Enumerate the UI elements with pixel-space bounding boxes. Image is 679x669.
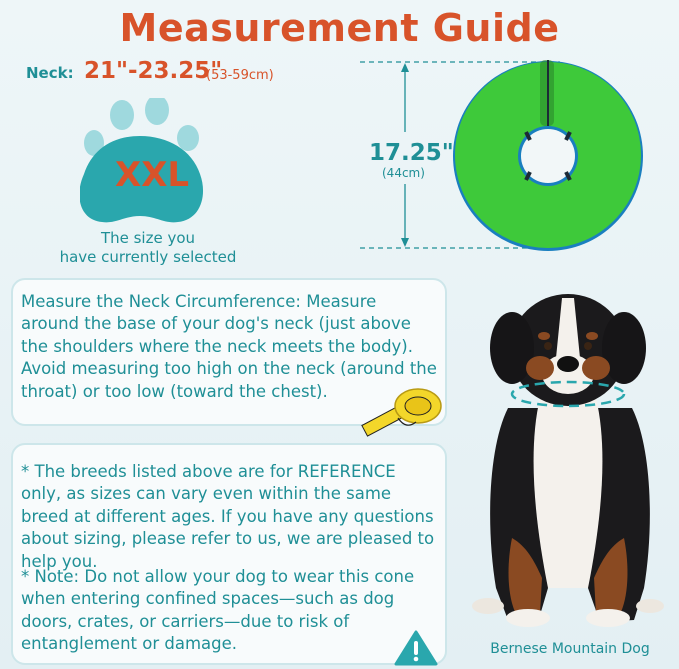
cone-collar-image bbox=[453, 60, 643, 251]
neck-value: 21"-23.25" bbox=[84, 58, 223, 84]
measure-instructions-text: Measure the Neck Circumference: Measure around the base of your dog's neck (just above the shoulders where the neck meets the body). Avoid measuring too high on the neck (around the throat) or too low (toward the chest). bbox=[21, 292, 437, 401]
reference-note: * The breeds listed above are for REFERENCE only, as sizes can vary even within the same breed at different ages. If you have any questions about sizing, please refer to us, we are pleased to help you. bbox=[21, 462, 435, 571]
cone-diameter-value: 17.25" bbox=[369, 140, 454, 166]
neck-label: Neck: bbox=[26, 64, 74, 82]
page-title: Measurement Guide bbox=[119, 6, 560, 50]
dog-breed-caption: Bernese Mountain Dog bbox=[490, 641, 650, 657]
safety-note: * Note: Do not allow your dog to wear this cone when entering confined spaces—such as dog doors, crates, or carriers—due to risk of entanglement or damage. bbox=[21, 567, 415, 654]
selected-size-caption-line2: have currently selected bbox=[59, 248, 237, 266]
neck-metric: (53-59cm) bbox=[206, 68, 274, 83]
measuring-tape-icon bbox=[356, 384, 446, 438]
dog-photo bbox=[468, 288, 668, 638]
cone-diameter-metric: (44cm) bbox=[382, 166, 425, 180]
warning-icon bbox=[394, 630, 438, 666]
selected-size-caption-line1: The size you bbox=[100, 229, 196, 247]
size-badge: XXL bbox=[115, 155, 190, 195]
